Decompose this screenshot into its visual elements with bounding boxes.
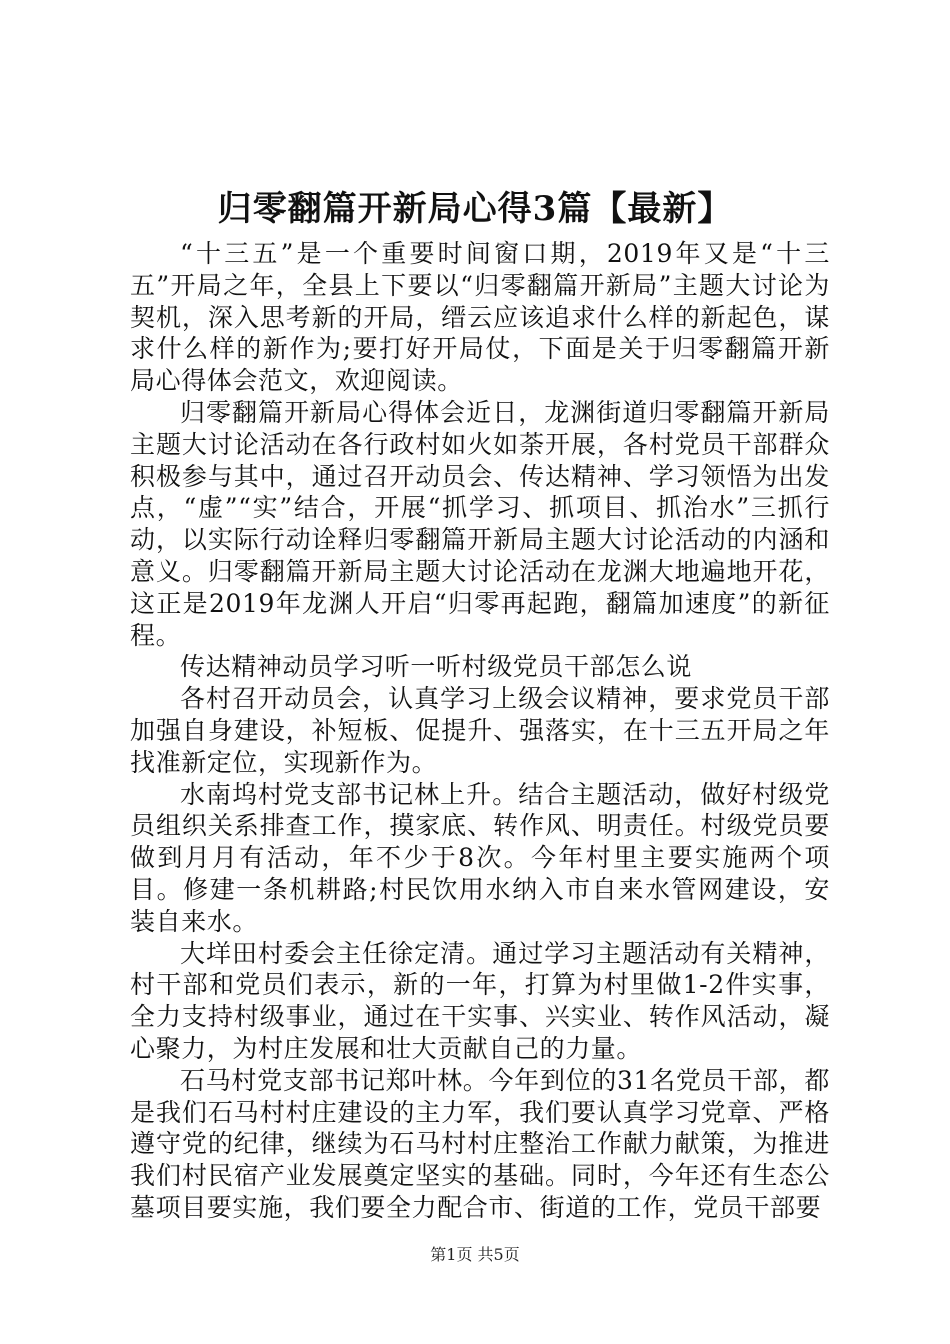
paragraph: 各村召开动员会，认真学习上级会议精神，要求党员干部加强自身建设，补短板、促提升、强落实，在十三五开局之年找准新定位，实现新作为。 — [130, 684, 830, 777]
page-number-footer: 第1页 共5页 — [430, 1245, 520, 1264]
document-title: 归零翻篇开新局心得3篇【最新】 — [217, 189, 733, 229]
paragraph: 水南坞村党支部书记林上升。结合主题活动，做好村级党员组织关系排查工作，摸家底、转作风、明责任。村级党员要做到月月有活动，年不少于8次。今年村里主要实施两个项目。修建一条机耕路;村民饮用水纳入市自来水管网建设，安装自来水。 — [130, 779, 830, 936]
paragraph: 大垟田村委会主任徐定清。通过学习主题活动有关精神，村干部和党员们表示，新的一年，打算为村里做1-2件实事，全力支持村级事业，通过在干实事、兴实业、转作风活动，凝心聚力，为村庄发展和壮大贡献自己的力量。 — [130, 938, 830, 1063]
paragraph: 归零翻篇开新局心得体会近日，龙渊街道归零翻篇开新局主题大讨论活动在各行政村如火如荼开展，各村党员干部群众积极参与其中，通过召开动员会、传达精神、学习领悟为出发点，“虚”“实”结合，开展“抓学习、抓项目、抓治水”三抓行动，以实际行动诠释归零翻篇开新局主题大讨论活动的内涵和意义。归零翻篇开新局主题大讨论活动在龙渊大地遍地开花，这正是2019年龙渊人开启“归零再起跑，翻篇加速度”的新征程。 — [130, 397, 830, 650]
paragraph: “十三五”是一个重要时间窗口期，2019年又是“十三五”开局之年，全县上下要以“归零翻篇开新局”主题大讨论为契机，深入思考新的开局，缙云应该追求什么样的新起色，谋求什么样的新作为;要打好开局仗，下面是关于归零翻篇开新局心得体会范文，欢迎阅读。 — [130, 239, 830, 396]
document-body — [130, 238, 830, 1224]
paragraph: 传达精神动员学习听一听村级党员干部怎么说 — [180, 652, 693, 682]
paragraph: 石马村党支部书记郑叶林。今年到位的31名党员干部，都是我们石马村村庄建设的主力军，我们要认真学习党章、严格遵守党的纪律，继续为石马村村庄整治工作献力献策，为推进我们村民宿产业发展奠定坚实的基础。同时，今年还有生态公墓项目要实施，我们要全力配合市、街道的工作，党员干部要 — [130, 1065, 830, 1222]
